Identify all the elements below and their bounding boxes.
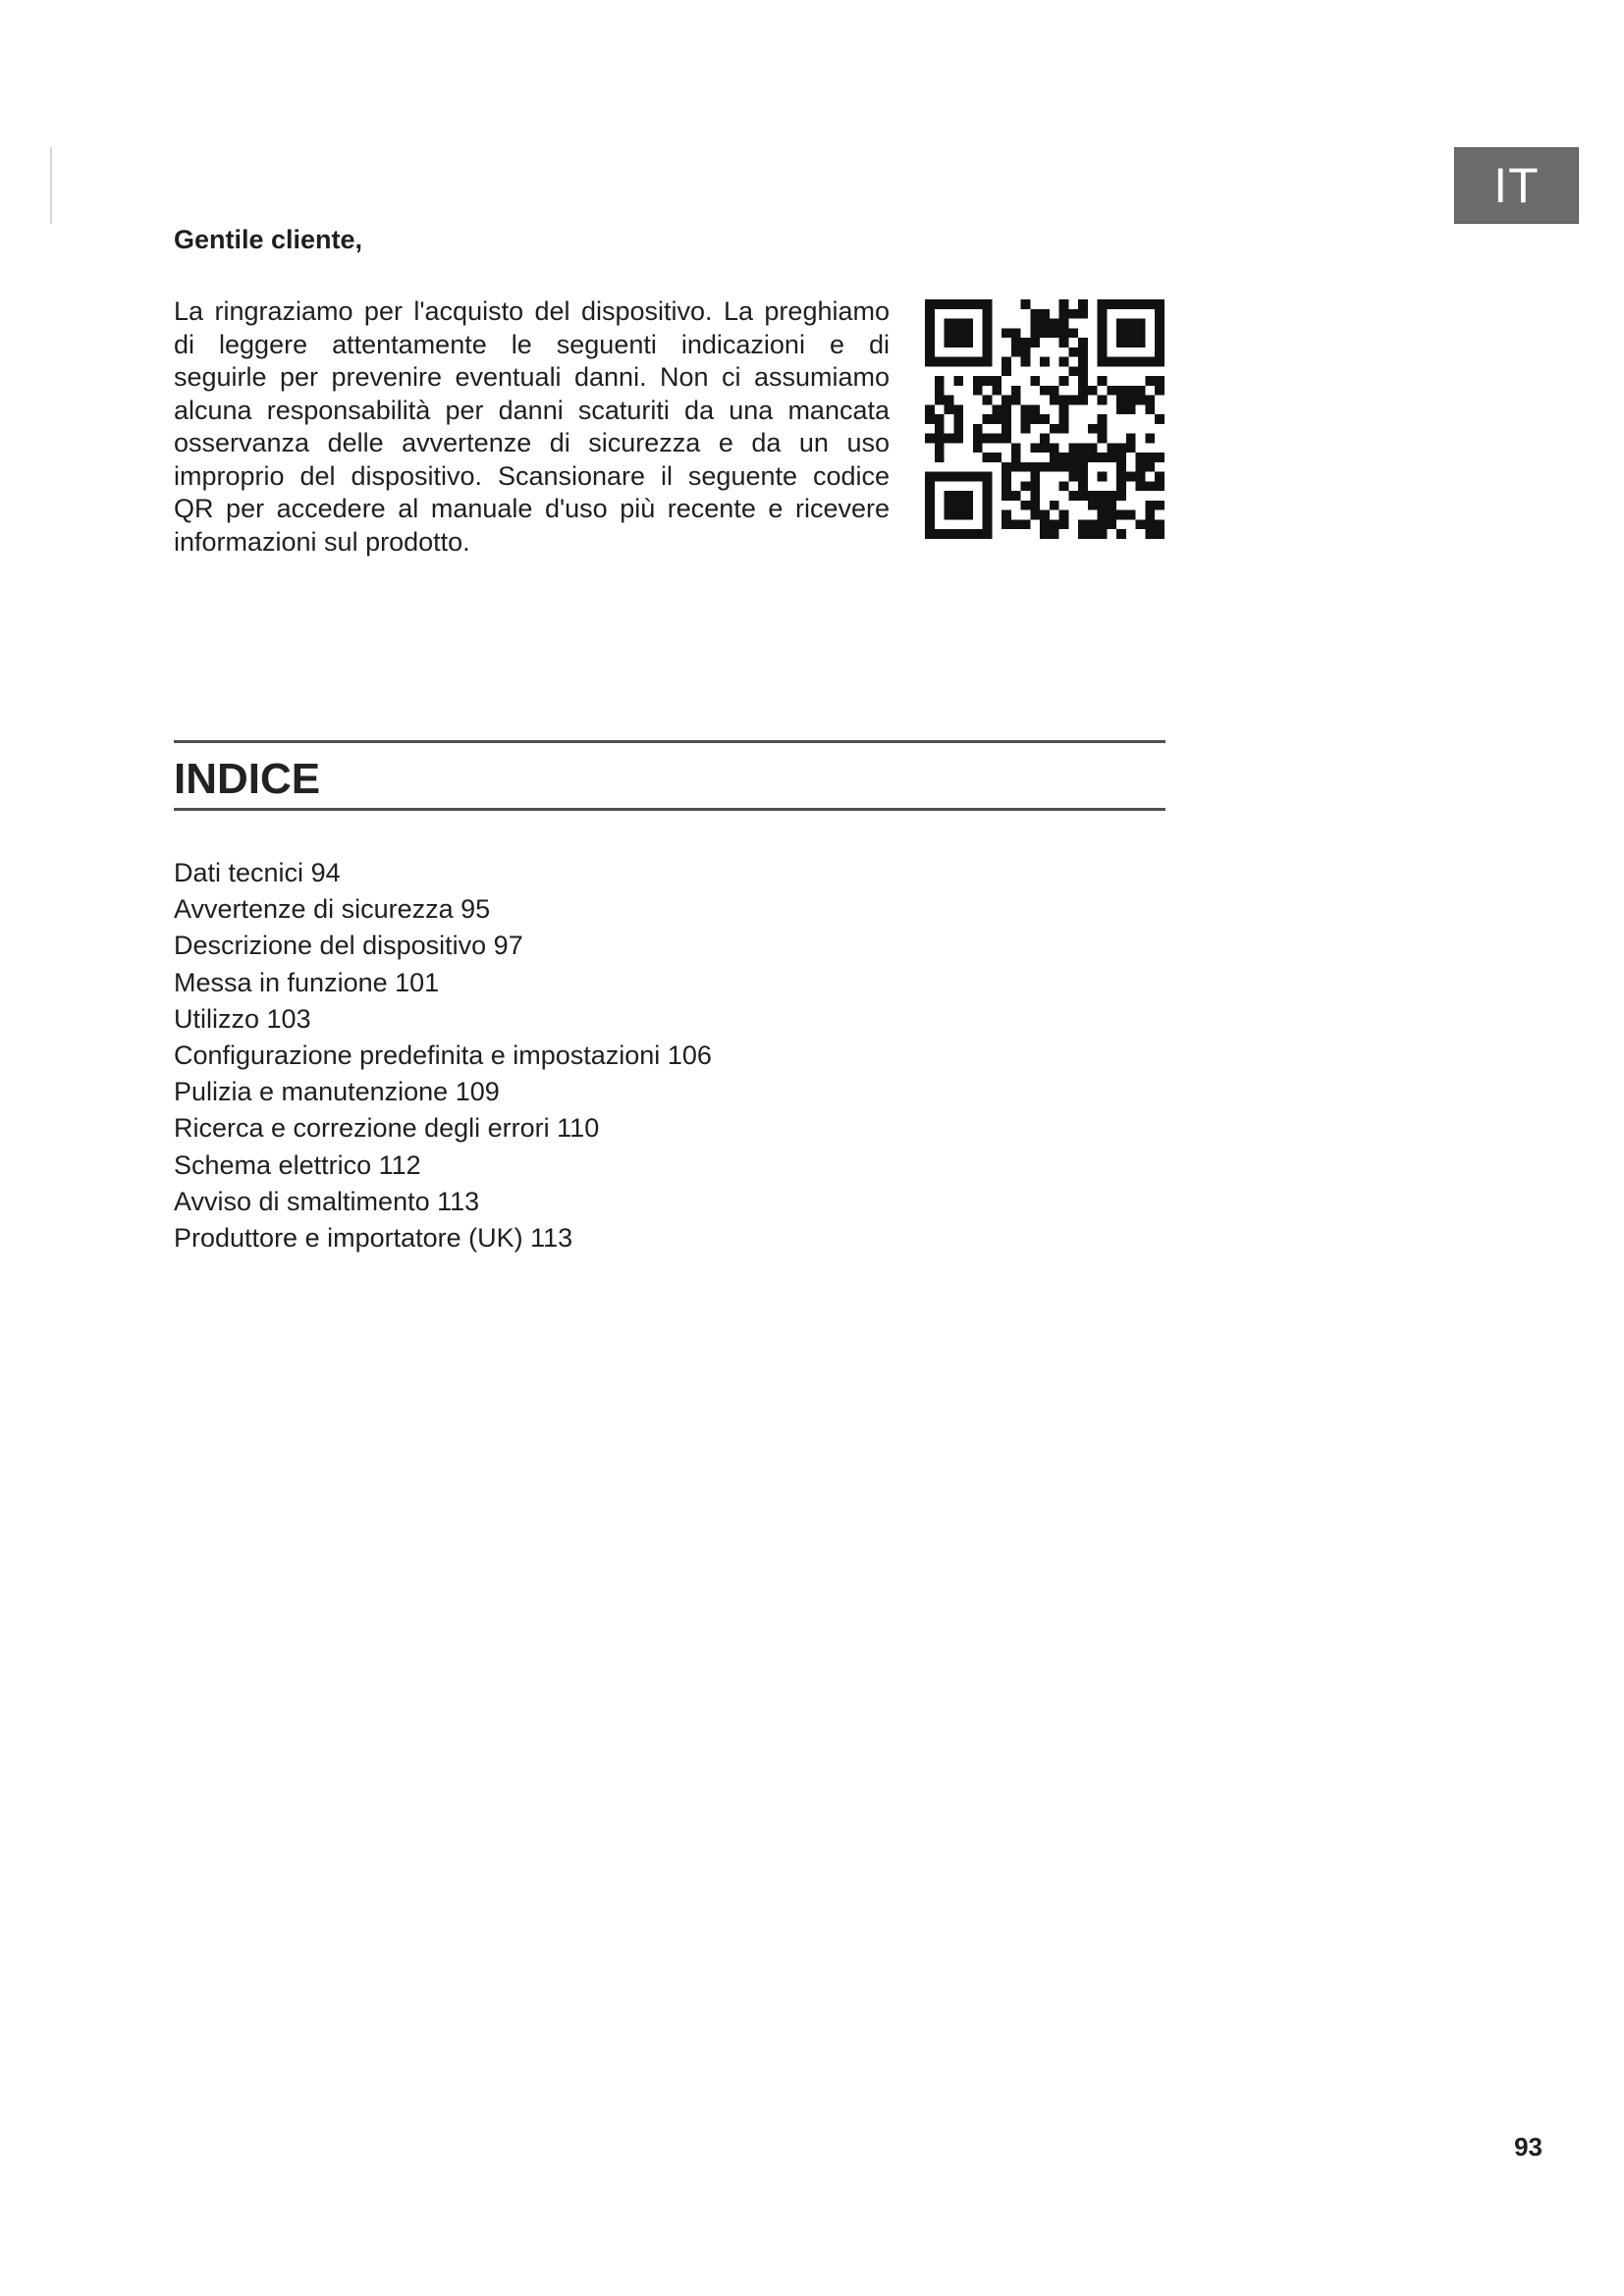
toc-item-title: Configurazione predefinita e impostazioni	[174, 1041, 661, 1071]
intro-line: QR per accedere al manuale d'uso più recente e ricevere	[174, 494, 890, 523]
toc-item-page: 113	[530, 1223, 573, 1254]
language-tab	[1454, 147, 1579, 224]
heading-rule-bottom	[174, 808, 1165, 811]
toc-item-page: 106	[667, 1041, 712, 1071]
toc-item-page: 112	[378, 1149, 421, 1180]
intro-line: La ringraziamo per l'acquisto del dispositivo. La preghiamo	[174, 296, 890, 326]
toc-item-title: Dati tecnici	[174, 858, 304, 887]
toc-item[interactable]	[174, 1001, 712, 1038]
greeting: Gentile cliente,	[174, 225, 363, 254]
heading-rule-top	[174, 740, 1165, 743]
toc-item[interactable]	[174, 855, 712, 891]
toc-item-page: 109	[455, 1077, 500, 1107]
intro-paragraph	[174, 295, 890, 559]
toc-list	[174, 855, 712, 1256]
intro-line: alcuna responsabilità per danni scaturiti da una mancata	[174, 395, 890, 425]
toc-item-page: 101	[395, 967, 440, 997]
toc-item[interactable]	[174, 1110, 712, 1147]
toc-item[interactable]	[174, 1074, 712, 1110]
toc-item-title: Ricerca e correzione degli errori	[174, 1113, 550, 1144]
toc-item-title: Pulizia e manutenzione	[174, 1077, 449, 1107]
toc-item-title: Descrizione del dispositivo	[174, 931, 487, 961]
intro-line: di leggere attentamente le seguenti indicazioni e di	[174, 329, 890, 359]
toc-item-page: 95	[460, 894, 491, 925]
toc-item[interactable]	[174, 891, 712, 928]
toc-item-page: 103	[266, 1003, 311, 1034]
intro-line: seguirle per prevenire eventuali danni. Non ci assumiamo	[174, 362, 890, 392]
language-code: IT	[1493, 158, 1540, 213]
toc-item-title: Avviso di smaltimento	[174, 1186, 430, 1216]
toc-item-title: Produttore e importatore (UK)	[174, 1223, 523, 1254]
toc-item[interactable]	[174, 1038, 712, 1074]
intro-line: improprio del dispositivo. Scansionare il seguente codice	[174, 460, 890, 491]
toc-item[interactable]	[174, 1148, 712, 1184]
margin-line	[50, 147, 52, 224]
toc-heading: INDICE	[174, 755, 321, 803]
toc-item[interactable]	[174, 1220, 712, 1256]
toc-item-title: Schema elettrico	[174, 1149, 372, 1180]
toc-item-title: Avvertenze di sicurezza	[174, 894, 454, 925]
toc-item-page: 113	[437, 1186, 480, 1216]
qr-modules	[925, 299, 1164, 539]
toc-item-title: Utilizzo	[174, 1003, 260, 1034]
page-number: 93	[1514, 2132, 1543, 2162]
toc-item[interactable]	[174, 965, 712, 1001]
toc-item-title: Messa in funzione	[174, 967, 388, 997]
toc-item[interactable]	[174, 1184, 712, 1220]
toc-item-page: 94	[310, 858, 341, 887]
toc-item-page: 97	[493, 931, 523, 961]
intro-line: informazioni sul prodotto.	[174, 526, 470, 557]
intro-line: osservanza delle avvertenze di sicurezza e da un uso	[174, 428, 890, 457]
toc-item-page: 110	[557, 1113, 600, 1144]
qr-code	[925, 299, 1164, 539]
toc-item[interactable]	[174, 928, 712, 964]
